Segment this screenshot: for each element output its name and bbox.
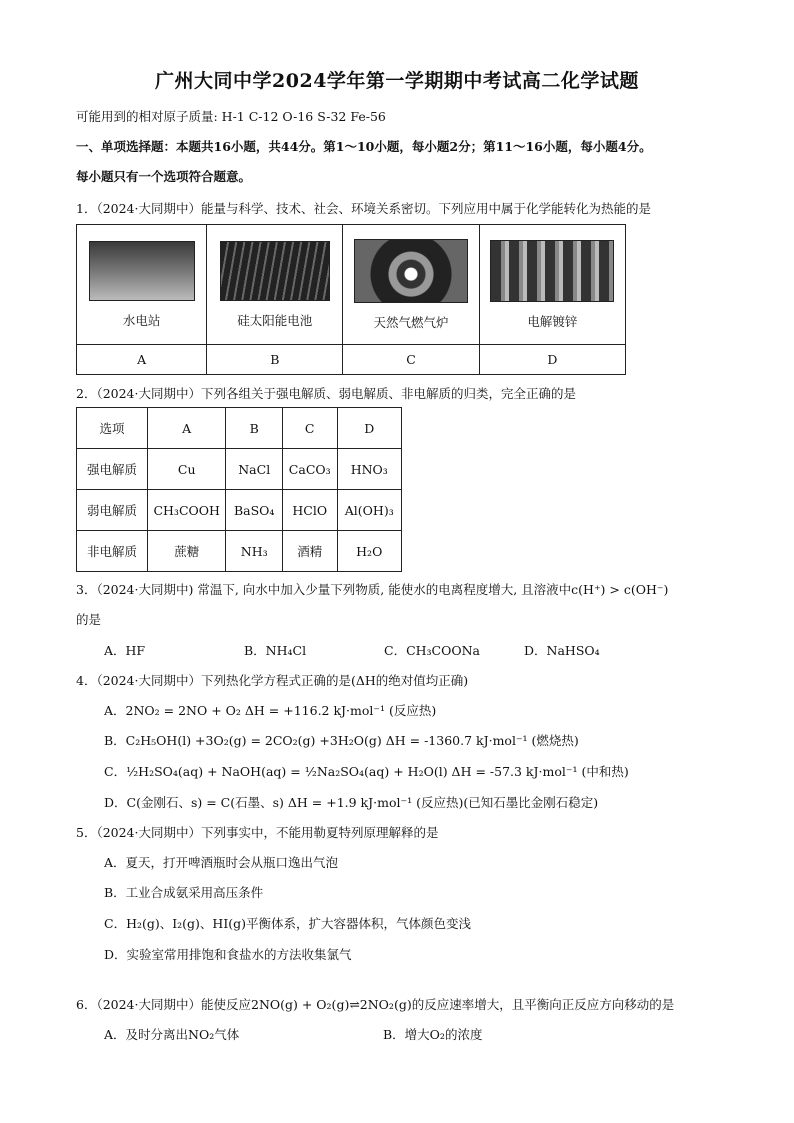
q1-option-letter: D [479, 345, 625, 375]
q4-option-c[interactable]: C．½H₂SO₄(aq) + NaOH(aq) = ½Na₂SO₄(aq) + H₂O(l) ΔH = -57.3 kJ·mol⁻¹ (中和热) [104, 764, 629, 779]
q1-option-letter: B [207, 345, 343, 375]
table-cell: CaCO₃ [282, 449, 337, 490]
table-header-cell: 选项 [77, 408, 148, 449]
gas-stove-image [354, 239, 468, 303]
q3-stem-cont: 的是 [76, 612, 102, 627]
q1-stem: 1．（2024·大同期中）能量与科学、技术、社会、环境关系密切。下列应用中属于化学能转化为热能的是 [76, 201, 651, 216]
q1-picture-cell [77, 225, 207, 345]
table-cell: 蔗糖 [147, 531, 226, 572]
q6-option-a[interactable]: A．及时分离出NO₂气体 [104, 1027, 240, 1042]
hydropower-station-image [89, 241, 195, 301]
q2-stem: 2．（2024·大同期中）下列各组关于强电解质、弱电解质、非电解质的归类，完全正确的是 [76, 386, 576, 401]
q3-option-d[interactable]: D．NaHSO₄ [524, 643, 600, 658]
q1-picture-label: 水电站 [122, 312, 161, 328]
table-cell: 非电解质 [77, 531, 148, 572]
q1-picture-label: 电解镀锌 [527, 313, 578, 329]
table-cell: 强电解质 [77, 449, 148, 490]
q3-option-a[interactable]: A．HF [104, 643, 146, 658]
q3-stem: 3．（2024·大同期中) 常温下, 向水中加入少量下列物质, 能使水的电离程度增大, 且溶液中c(H⁺) > c(OH⁻) [76, 582, 669, 597]
table-cell: HNO₃ [337, 449, 402, 490]
q5-option-b[interactable]: B．工业合成氨采用高压条件 [104, 885, 264, 900]
table-cell: CH₃COOH [147, 490, 226, 531]
q5-option-c[interactable]: C．H₂(g)、I₂(g)、HI(g)平衡体系，扩大容器体积，气体颜色变浅 [104, 916, 472, 931]
q4-option-a[interactable]: A．2NO₂ = 2NO + O₂ ΔH = +116.2 kJ·mol⁻¹ (反应热) [104, 703, 437, 718]
q1-option-letter: A [77, 345, 207, 375]
q2-classification-table [76, 407, 402, 572]
table-cell: 弱电解质 [77, 490, 148, 531]
section-header-cont: 每小题只有一个选项符合题意。 [76, 169, 252, 184]
table-cell: NH₃ [226, 531, 282, 572]
q1-picture-cell [479, 225, 625, 345]
q5-option-a[interactable]: A．夏天，打开啤酒瓶时会从瓶口逸出气泡 [104, 855, 339, 870]
solar-panel-image [220, 241, 330, 301]
atomic-masses: 可能用到的相对原子质量: H-1 C-12 O-16 S-32 Fe-56 [76, 109, 386, 124]
q3-option-c[interactable]: C．CH₃COONa [384, 643, 480, 658]
q6-option-b[interactable]: B．增大O₂的浓度 [383, 1027, 483, 1042]
q5-stem: 5．（2024·大同期中）下列事实中，不能用勒夏特列原理解释的是 [76, 825, 439, 840]
electroplating-image [490, 240, 614, 302]
q4-option-b[interactable]: B．C₂H₅OH(l) +3O₂(g) = 2CO₂(g) +3H₂O(g) ΔH = -1360.7 kJ·mol⁻¹ (燃烧热) [104, 733, 579, 748]
page-title: 广州大同中学2024学年第一学期期中考试高二化学试题 [155, 70, 639, 92]
table-cell: Cu [147, 449, 226, 490]
q1-picture-label: 天然气燃气炉 [373, 314, 449, 330]
table-header-cell: B [226, 408, 282, 449]
q1-picture-table [76, 224, 626, 375]
table-cell: 酒精 [282, 531, 337, 572]
table-cell: BaSO₄ [226, 490, 282, 531]
q1-picture-cell [343, 225, 479, 345]
q1-picture-cell [207, 225, 343, 345]
table-header-cell: D [337, 408, 402, 449]
section-header: 一、单项选择题：本题共16小题，共44分。第1～10小题，每小题2分；第11～16小题，每小题4分。 [76, 139, 652, 154]
table-header-cell: A [147, 408, 226, 449]
q5-option-d[interactable]: D．实验室常用排饱和食盐水的方法收集氯气 [104, 947, 352, 962]
q6-stem: 6．（2024·大同期中）能使反应2NO(g) + O₂(g)⇌2NO₂(g)的反应速率增大，且平衡向正反应方向移动的是 [76, 997, 675, 1012]
q1-picture-label: 硅太阳能电池 [237, 312, 313, 328]
q1-option-letter: C [343, 345, 479, 375]
q3-option-b[interactable]: B．NH₄Cl [244, 643, 307, 658]
table-cell: H₂O [337, 531, 402, 572]
table-cell: Al(OH)₃ [337, 490, 402, 531]
table-cell: NaCl [226, 449, 282, 490]
q4-option-d[interactable]: D．C(金刚石、s) = C(石墨、s) ΔH = +1.9 kJ·mol⁻¹ (反应热)(已知石墨比金刚石稳定) [104, 795, 599, 810]
table-header-cell: C [282, 408, 337, 449]
table-cell: HClO [282, 490, 337, 531]
q4-stem: 4．（2024·大同期中）下列热化学方程式正确的是(ΔH的绝对值均正确) [76, 673, 469, 688]
